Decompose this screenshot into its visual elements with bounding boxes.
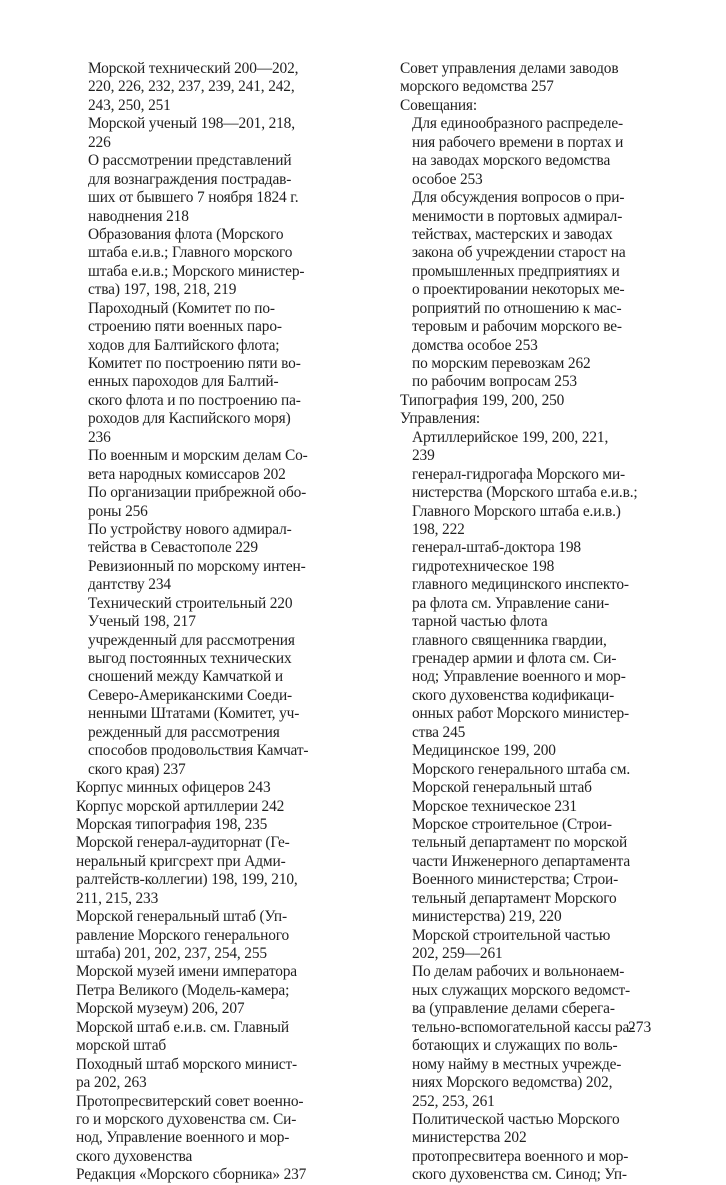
index-line: го и морского духовенства см. Си- (76, 1110, 297, 1128)
index-line: онных работ Морского министер- (412, 705, 630, 723)
index-line: по морским перевозкам 262 (412, 355, 591, 372)
index-line: Морской генеральный штаб (412, 779, 592, 797)
index-line: гидротехническое 198 (412, 557, 555, 575)
index-line: строению пяти военных паро- (88, 318, 282, 336)
index-line: равление Морского генерального (76, 926, 290, 944)
index-line: О рассмотрении представлений (88, 152, 292, 170)
index-line: Управления: (400, 410, 481, 428)
index-line: гренадер армии и флота см. Си- (412, 650, 617, 667)
index-line: Морское строительное (Строи- (412, 815, 612, 833)
index-line: Технический строительный 220 (88, 594, 293, 612)
index-line: 198, 222 (412, 520, 465, 538)
index-line: Артиллерийское 199, 200, 221, (412, 428, 609, 446)
index-line: 220, 226, 232, 237, 239, 241, 242, (88, 78, 295, 96)
index-line: ботающих и служащих по воль- (412, 1037, 618, 1055)
index-line: способов продовольствия Камчат- (88, 742, 309, 760)
index-line: штаба е.и.в.; Морского министер- (88, 262, 305, 280)
index-line: сношений между Камчаткой и (88, 668, 283, 686)
index-line: 211, 215, 233 (76, 889, 159, 907)
index-line: промышленных предприятиях и (412, 262, 620, 280)
index-line: Для обсуждения вопросов о при- (412, 189, 625, 207)
index-line: роходов для Каспийского моря) (88, 410, 291, 428)
index-line: Морской строительной частью (412, 926, 611, 944)
index-line: Совет управления делами заводов (400, 60, 619, 77)
index-line: роны 256 (88, 502, 148, 520)
index-line: ского флота и по построению па- (88, 391, 301, 409)
index-line: для вознаграждения пострадав- (88, 170, 292, 188)
index-line: режденный для рассмотрения (88, 723, 280, 741)
index-line: Медицинское 199, 200 (412, 742, 556, 760)
index-line: ского духовенства (76, 1147, 193, 1165)
index-line: Морской музеум) 206, 207 (76, 1000, 245, 1018)
index-line: домства особое 253 (412, 336, 538, 354)
index-line: тельно-вспомогательной кассы ра- (412, 1018, 635, 1036)
index-line: на заводах морского ведомства (412, 152, 611, 170)
index-line: ва (управление делами сберега- (412, 1000, 615, 1018)
index-line: 239 (412, 447, 435, 465)
page-number: 273 (628, 1019, 652, 1036)
index-line: теровым и рабочим морского ве- (412, 318, 622, 336)
index-line: 202, 259—261 (412, 945, 503, 962)
index-line: Редакция «Морского сборника» 237 (76, 1166, 307, 1184)
index-line: Ученый 198, 217 (88, 613, 196, 631)
index-line: енных пароходов для Балтий- (88, 373, 279, 391)
index-line: Морского генерального штаба см. (412, 760, 631, 778)
index-line: Морской технический 200—202, (88, 60, 299, 77)
index-line: протопресвитера военного и мор- (412, 1147, 629, 1165)
index-line: тействах, мастерских и заводах (412, 225, 613, 243)
index-line: Комитет по построению пяти во- (88, 355, 301, 372)
index-line: Военного министерства; Строи- (412, 871, 619, 889)
index-line: ралтейств-коллегии) 198, 199, 210, (76, 871, 298, 889)
index-line: министерства) 219, 220 (412, 908, 562, 926)
index-line: ского духовенства см. Синод; Уп- (412, 1166, 627, 1184)
index-line: ского духовенства кодификаци- (412, 686, 615, 704)
index-line: главного медицинского инспекто- (412, 576, 629, 594)
index-line: морской штаб (76, 1037, 167, 1055)
index-line: Морской штаб е.и.в. см. Главный (76, 1018, 289, 1036)
index-line: ненными Штатами (Комитет, уч- (88, 705, 300, 723)
index-line: ства 245 (412, 723, 466, 741)
index-line: генерал-гидрогафа Морского ми- (412, 465, 626, 483)
index-line: По устройству нового адмирал- (88, 520, 292, 538)
index-line: морского ведомства 257 (400, 78, 554, 96)
index-line: наводнения 218 (88, 207, 189, 225)
index-line: главного священника гвардии, (412, 631, 607, 649)
index-line: Корпус минных офицеров 243 (76, 779, 271, 797)
index-line: Петра Великого (Модель-камера; (76, 981, 290, 999)
index-line: о проектировании некоторых ме- (412, 281, 625, 299)
index-line: ра 202, 263 (76, 1074, 147, 1092)
index-line: роприятий по отношению к мас- (412, 299, 622, 317)
index-line: неральный кригсрехт при Адми- (76, 852, 286, 870)
index-line: нод; Управление военного и мор- (412, 668, 626, 686)
index-line: ших от бывшего 7 ноября 1824 г. (88, 189, 299, 207)
index-line: Образования флота (Морского (88, 225, 284, 243)
index-line: особое 253 (412, 170, 483, 188)
index-line: дантству 234 (88, 576, 171, 594)
index-line: закона об учреждении старост на (412, 244, 626, 262)
index-line: 243, 250, 251 (88, 96, 171, 114)
index-line: Морской ученый 198—201, 218, (88, 115, 295, 133)
index-line: Протопресвитерский совет военно- (76, 1092, 304, 1110)
index-line: ходов для Балтийского флота; (88, 336, 280, 354)
index-line: Для единообразного распределе- (412, 115, 623, 133)
index-line: тарной частью флота (412, 613, 548, 631)
index-line: 236 (88, 428, 111, 446)
index-line: части Инженерного департамента (412, 852, 631, 870)
index-line: ра флота см. Управление сани- (412, 594, 610, 612)
index-line: ства) 197, 198, 218, 219 (88, 281, 237, 299)
index-line: ского края) 237 (88, 760, 186, 778)
index-column-right (400, 60, 662, 1185)
index-line: Морское техническое 231 (412, 797, 577, 815)
index-line: ных служащих морского ведомст- (412, 981, 631, 999)
index-line: менимости в портовых адмирал- (412, 207, 623, 225)
index-line: Корпус морской артиллерии 242 (76, 797, 285, 815)
index-line: Главного Морского штаба е.и.в.) (412, 502, 621, 520)
index-column-left (76, 60, 352, 1185)
index-line: тельный департамент Морского (412, 889, 617, 907)
index-line: По военным и морским делам Со- (88, 447, 308, 465)
index-line: Походный штаб морского минист- (76, 1055, 298, 1073)
index-line: ниях Морского ведомства) 202, (412, 1074, 613, 1092)
index-line: нистерства (Морского штаба е.и.в.; (412, 484, 638, 502)
index-line: тельный департамент по морской (412, 834, 628, 852)
index-line: тейства в Севастополе 229 (88, 539, 258, 557)
index-line: Морской генерал-аудиторнат (Ге- (76, 834, 290, 852)
index-line: Политической частью Морского (412, 1110, 620, 1128)
index-line: учрежденный для рассмотрения (88, 631, 295, 649)
index-line: Типография 199, 200, 250 (400, 391, 565, 409)
index-line: вета народных комиссаров 202 (88, 465, 286, 483)
index-line: выгод постоянных технических (88, 650, 292, 667)
index-line: нод, Управление военного и мор- (76, 1129, 290, 1147)
index-line: министерства 202 (412, 1129, 527, 1147)
index-line: штаба) 201, 202, 237, 254, 255 (76, 945, 267, 962)
index-line: штаба е.и.в.; Главного морского (88, 244, 293, 262)
index-line: Пароходный (Комитет по по- (88, 299, 275, 317)
index-line: 226 (88, 133, 111, 151)
index-line: По делам рабочих и вольнонаем- (412, 963, 625, 981)
index-line: Совещания: (400, 96, 477, 114)
index-line: Морской музей имени императора (76, 963, 297, 981)
index-line: По организации прибрежной обо- (88, 484, 307, 502)
index-line: по рабочим вопросам 253 (412, 373, 577, 391)
index-line: Северо-Американскими Соеди- (88, 686, 293, 704)
index-line: ния рабочего времени в портах и (412, 133, 624, 151)
index-line: ному найму в местных учрежде- (412, 1055, 622, 1073)
index-line: Ревизионный по морскому интен- (88, 557, 306, 575)
index-line: Морской генеральный штаб (Уп- (76, 908, 287, 926)
index-line: Морская типография 198, 235 (76, 815, 268, 833)
index-line: 252, 253, 261 (412, 1092, 495, 1110)
index-line: генерал-штаб-доктора 198 (412, 539, 581, 557)
